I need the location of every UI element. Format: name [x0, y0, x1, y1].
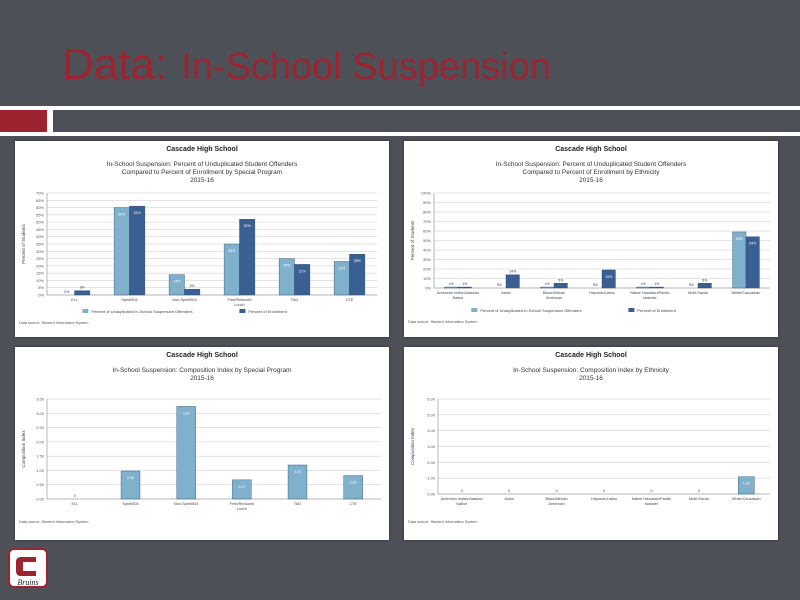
- x-tick-label: White/Caucasian: [731, 291, 761, 295]
- y-axis-label: Percent of Students: [410, 220, 415, 261]
- bar: [114, 208, 129, 295]
- chart-footnote: Data source: Student Information System: [408, 520, 478, 524]
- chart-panel-enrollment-ethnicity: [404, 141, 778, 337]
- bar-value-label: 0.98: [127, 476, 134, 480]
- x-tick-label: Free/Reduced: [229, 502, 254, 506]
- y-tick-label: 65%: [35, 197, 44, 203]
- bar-value-label: 60%: [118, 212, 126, 217]
- legend-swatch: [471, 308, 477, 312]
- y-axis-label: Composition Index: [410, 427, 415, 466]
- chart-school-name: Cascade High School: [555, 146, 627, 153]
- y-tick-label: 50%: [35, 219, 44, 225]
- y-tick-label: 70%: [35, 190, 44, 196]
- bar-value-label: 0.82: [349, 480, 357, 485]
- y-tick-label: 45%: [35, 226, 44, 232]
- y-tick-label: 50%: [422, 238, 431, 243]
- slide-title: [62, 40, 551, 90]
- chart-footnote: Data source: Student Information System: [408, 320, 478, 324]
- y-tick-label: 70%: [422, 219, 431, 224]
- bar: [554, 283, 567, 288]
- bar-value-label: 61%: [133, 211, 141, 216]
- bar: [344, 476, 363, 499]
- y-tick-label: 10%: [422, 276, 431, 281]
- bar: [185, 289, 200, 295]
- chart-title-line: In-School Suspension: Composition Index by Special Program: [112, 367, 292, 374]
- legend-label: Percent of Unduplicated In-School Suspension Offenders: [480, 308, 582, 313]
- bar: [169, 275, 184, 295]
- bar-value-label: 59%: [735, 236, 743, 241]
- bar-value-label: 14%: [173, 279, 181, 284]
- x-tick-label: CTE: [345, 298, 354, 302]
- x-tick-label: Native Hawaiian/Pacific: [630, 291, 670, 295]
- bar-value-label: 1%: [654, 282, 660, 287]
- y-tick-label: 1.00: [427, 475, 435, 481]
- header-band-accent: [0, 110, 47, 132]
- y-tick-label: 2.00: [427, 459, 435, 465]
- y-tick-label: 60%: [35, 205, 44, 211]
- x-tick-label: ELL: [71, 502, 79, 506]
- y-tick-label: 25%: [35, 256, 44, 262]
- y-tick-label: 100%: [420, 190, 431, 196]
- chart-footnote: Data source: Student Information System: [19, 520, 89, 524]
- chart-title-line: Compared to Percent of Enrollment by Ethnicity: [522, 169, 660, 176]
- y-tick-label: 1.00: [36, 467, 44, 473]
- bar-value-label: 0%: [64, 290, 70, 294]
- y-axis-label: Percent of Students: [21, 224, 26, 264]
- y-tick-label: 2.50: [36, 425, 44, 431]
- y-tick-label: 20%: [35, 263, 44, 269]
- school-logo-icon: [8, 548, 48, 588]
- y-tick-label: 80%: [422, 209, 431, 215]
- bar-value-label: 5%: [702, 278, 708, 283]
- bar-value-label: 23%: [338, 266, 346, 271]
- chart-period: 2015-16: [579, 375, 603, 382]
- bar-value-label: 0%: [496, 283, 502, 287]
- bar: [650, 287, 663, 288]
- bar-value-label: 0: [555, 489, 558, 493]
- bar-value-label: 1.19: [294, 470, 301, 474]
- y-tick-label: 30%: [422, 257, 431, 262]
- slide-title-sub: In-School Suspension: [181, 46, 551, 88]
- bar-value-label: 4%: [189, 284, 195, 289]
- chart-svg: [404, 141, 778, 337]
- y-tick-label: 2.00: [36, 439, 44, 445]
- y-tick-label: 0.50: [36, 482, 44, 488]
- x-tick-label: TAG: [290, 298, 299, 302]
- legend-swatch: [628, 308, 634, 312]
- chart-school-name: Cascade High School: [166, 146, 238, 153]
- y-tick-label: 30%: [35, 248, 44, 254]
- chart-panel-enrollment-special-program: [15, 141, 389, 337]
- chart-svg: [15, 347, 389, 540]
- x-tick-label: Islander: [644, 502, 659, 506]
- bar-value-label: 1%: [640, 282, 646, 287]
- x-tick-label: Black/African: [542, 291, 566, 295]
- x-tick-label: Islander: [643, 296, 657, 300]
- x-tick-label: Non-Sped/504: [173, 502, 199, 506]
- logo-wordmark: Bruins: [17, 578, 39, 587]
- bar-value-label: 21%: [298, 269, 306, 274]
- y-tick-label: 3.00: [427, 444, 435, 449]
- bar-value-label: 25%: [283, 263, 291, 268]
- bar-value-label: 0: [603, 489, 605, 493]
- bar-value-label: 35%: [228, 249, 236, 253]
- y-tick-label: 55%: [35, 212, 44, 218]
- bar: [240, 219, 255, 295]
- chart-school-name: Cascade High School: [166, 352, 238, 359]
- chart-title-line: In-School Suspension: Percent of Unduplicated Student Offenders: [106, 161, 298, 168]
- x-tick-label: Lunch: [236, 507, 248, 511]
- bar: [506, 275, 519, 288]
- legend-label: Percent of Enrollment: [248, 309, 287, 314]
- legend-label: Percent of Enrollment: [637, 308, 676, 313]
- bar-value-label: 1.09: [742, 481, 750, 486]
- bar: [541, 287, 554, 288]
- bar-value-label: 3.24: [182, 411, 190, 416]
- bar: [602, 270, 615, 288]
- y-tick-label: 20%: [422, 266, 431, 272]
- bar-value-label: 0: [697, 489, 700, 493]
- bar: [445, 287, 458, 288]
- x-tick-label: Hispanic/Latino: [591, 497, 617, 501]
- bar: [232, 480, 251, 499]
- chart-panel-composition-special-program: [15, 347, 389, 540]
- bar: [75, 291, 90, 295]
- bar-value-label: 1%: [448, 282, 454, 287]
- y-tick-label: 90%: [422, 200, 431, 205]
- chart-title-line: In-School Suspension: Composition Index by Ethnicity: [513, 367, 669, 374]
- x-tick-label: Native: [456, 502, 468, 506]
- bar-value-label: 0: [73, 494, 76, 498]
- y-tick-label: 35%: [35, 241, 44, 247]
- bar-value-label: 0%: [592, 283, 598, 287]
- legend-label: Percent of Unduplicated In-School Suspension Offenders: [91, 309, 193, 314]
- bar-value-label: 54%: [749, 241, 757, 246]
- x-tick-label: American Indian/Alaskan: [440, 497, 483, 501]
- chart-svg: [15, 141, 389, 337]
- x-tick-label: Hispanic/Latino: [589, 291, 615, 295]
- bar: [130, 206, 145, 295]
- bar-value-label: 52%: [243, 224, 251, 229]
- x-tick-label: Non-Sped/504: [172, 298, 197, 302]
- x-tick-label: American Indian/Alaskan: [437, 291, 479, 295]
- chart-panel-composition-ethnicity: [404, 347, 778, 540]
- bar: [177, 406, 196, 499]
- x-tick-label: Lunch: [234, 303, 245, 307]
- y-tick-label: 15%: [35, 270, 44, 276]
- x-tick-label: American: [548, 502, 565, 506]
- y-tick-label: 0%: [425, 285, 431, 291]
- bar-value-label: 1%: [544, 282, 550, 287]
- slide-title-main: Data:: [62, 40, 168, 89]
- legend-swatch: [82, 309, 88, 313]
- bar-value-label: 14%: [509, 269, 517, 274]
- x-tick-label: Multi-Racial: [688, 497, 709, 501]
- chart-svg: [404, 347, 778, 540]
- bar-value-label: 3%: [79, 285, 85, 290]
- bar: [637, 287, 650, 288]
- y-tick-label: 10%: [35, 277, 44, 283]
- bar-value-label: 19%: [605, 274, 613, 279]
- x-tick-label: Sped/504: [121, 298, 138, 302]
- y-tick-label: 60%: [422, 228, 431, 234]
- header-band: [0, 106, 800, 136]
- y-tick-label: 0.00: [36, 496, 44, 502]
- bar-value-label: 28%: [353, 259, 361, 264]
- school-logo: [8, 548, 48, 588]
- x-tick-label: Free/Reduced: [227, 298, 252, 302]
- y-tick-label: 6.00: [427, 396, 435, 402]
- x-tick-label: American: [545, 296, 563, 300]
- bar-value-label: 0.67: [238, 484, 246, 489]
- chart-title-line: Compared to Percent of Enrollment by Special Program: [121, 169, 283, 176]
- x-tick-label: Native Hawaiian/Pacific: [631, 497, 672, 501]
- bar-value-label: 0%: [688, 283, 694, 287]
- header-band-bar: [53, 110, 800, 132]
- x-tick-label: Asian: [504, 497, 514, 501]
- chart-period: 2015-16: [190, 375, 214, 382]
- x-tick-label: ELL: [71, 298, 78, 302]
- x-tick-label: Sped/504: [122, 502, 139, 506]
- chart-period: 2015-16: [579, 177, 603, 184]
- y-tick-label: 3.00: [36, 410, 44, 416]
- y-tick-label: 40%: [35, 234, 44, 240]
- legend-swatch: [239, 309, 245, 313]
- x-tick-label: Asian: [501, 291, 511, 295]
- y-tick-label: 4.00: [427, 428, 435, 434]
- bar: [698, 283, 711, 288]
- bar-value-label: 5%: [558, 278, 564, 283]
- chart-title-line: In-School Suspension: Percent of Unduplicated Student Offenders: [495, 161, 687, 168]
- x-tick-label: White/Caucasian: [731, 497, 761, 501]
- x-tick-label: Multi-Racial: [688, 291, 708, 295]
- chart-footnote: Data source: Student Information System: [19, 321, 89, 325]
- x-tick-label: Native: [452, 296, 464, 300]
- bar-value-label: 0: [460, 489, 463, 493]
- y-tick-label: 5%: [38, 285, 44, 291]
- bar-value-label: 1%: [462, 282, 468, 287]
- bar-value-label: 0: [508, 489, 511, 493]
- y-tick-label: 3.50: [36, 396, 44, 402]
- x-tick-label: Black/African: [545, 497, 568, 501]
- x-tick-label: CTE: [349, 502, 357, 506]
- y-tick-label: 0%: [38, 292, 44, 298]
- chart-period: 2015-16: [190, 177, 214, 184]
- bar-value-label: 0: [650, 489, 653, 493]
- y-tick-label: 40%: [422, 247, 431, 253]
- y-tick-label: 1.50: [36, 453, 44, 459]
- x-tick-label: TAG: [293, 502, 302, 506]
- chart-school-name: Cascade High School: [555, 352, 627, 359]
- bar: [458, 287, 471, 288]
- y-tick-label: 0.00: [427, 491, 435, 497]
- y-tick-label: 5.00: [427, 412, 435, 418]
- y-axis-label: Composition Index: [21, 430, 26, 468]
